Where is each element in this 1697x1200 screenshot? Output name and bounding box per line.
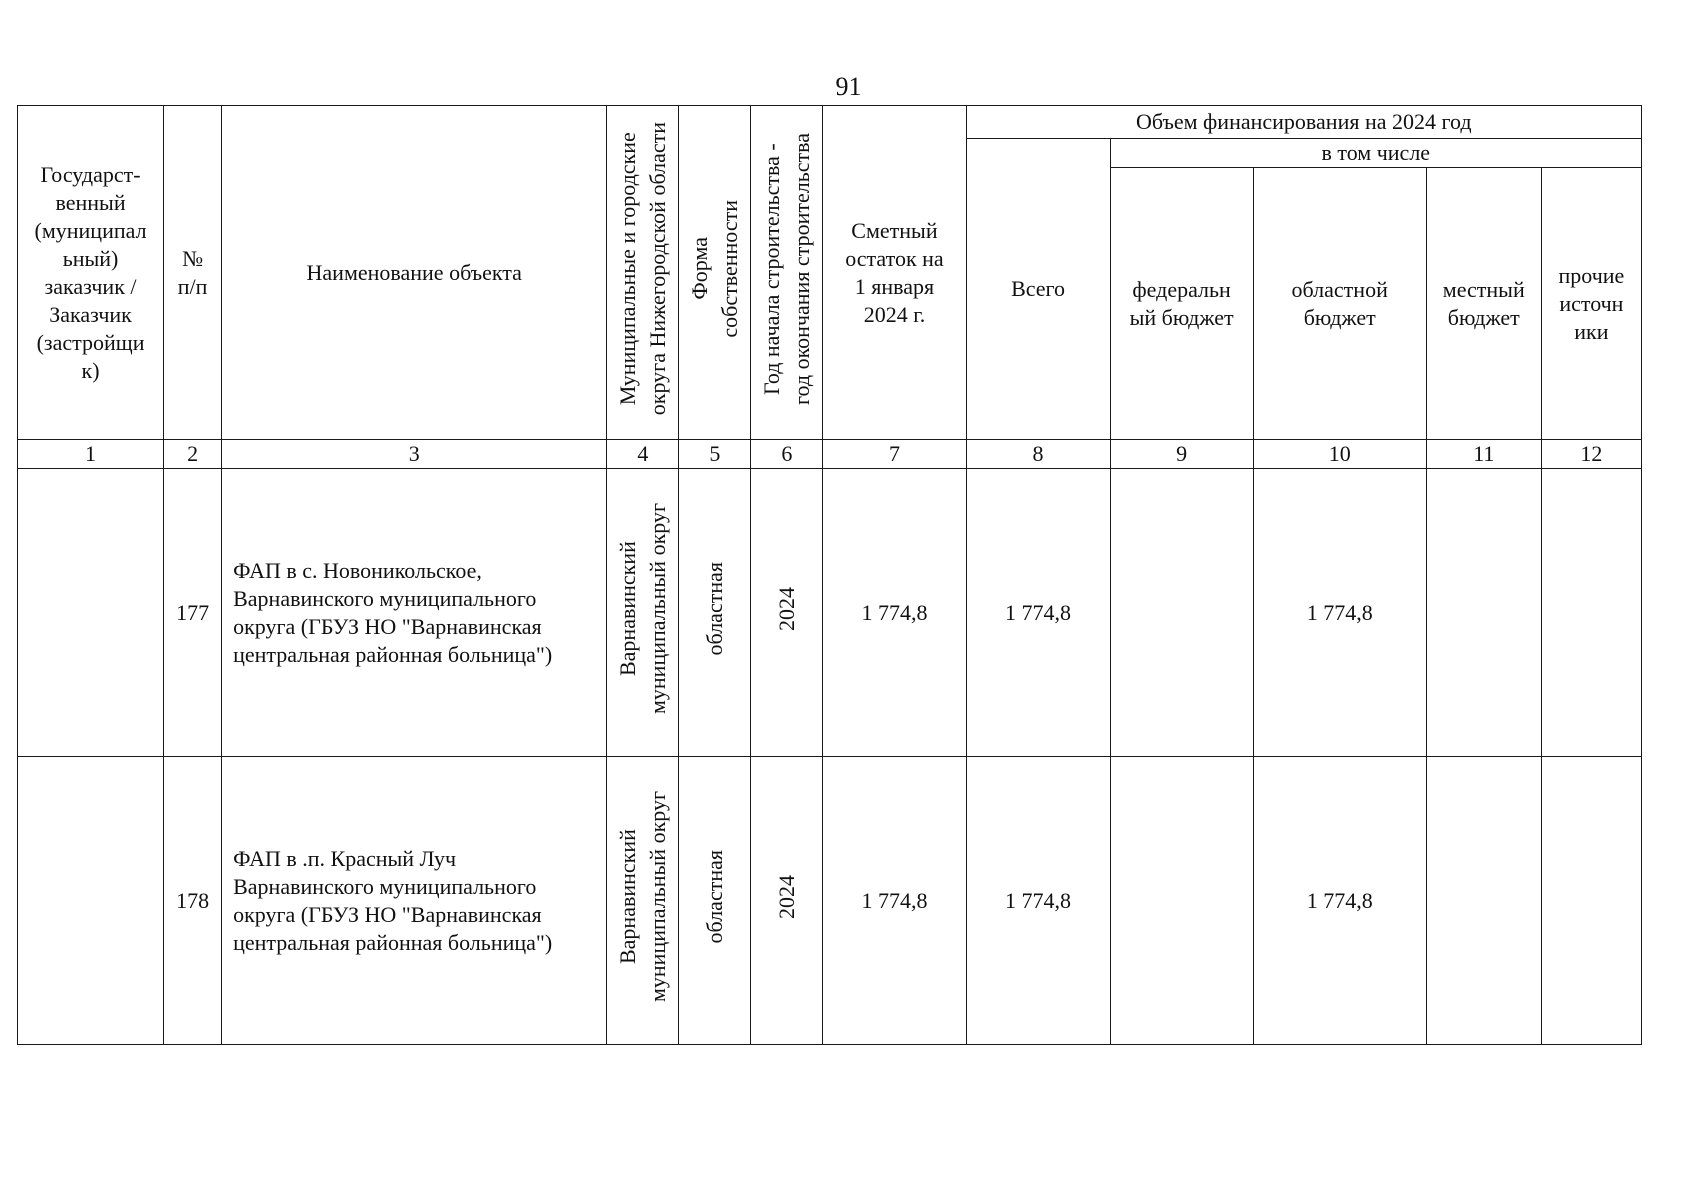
header-customer <box>18 106 164 440</box>
row-regional: 1 774,8 <box>1253 757 1426 1045</box>
table-row <box>18 469 1642 757</box>
row-total: 1 774,8 <box>966 469 1110 757</box>
column-number: 1 <box>18 440 164 469</box>
table-row <box>18 757 1642 1045</box>
row-federal <box>1110 469 1253 757</box>
row-local <box>1426 469 1541 757</box>
column-number: 12 <box>1541 440 1641 469</box>
header-other: прочие источн ики <box>1541 168 1641 440</box>
row-estimate: 1 774,8 <box>823 757 966 1045</box>
header-number: № п/п <box>164 106 222 440</box>
row-years: 2024 <box>751 469 823 757</box>
header-ownership-text: Форма собственности <box>686 200 742 338</box>
column-number: 9 <box>1110 440 1253 469</box>
row-municipal-text: Варнавинский муниципальный округ <box>614 791 670 1003</box>
header-object-name: Наименование объекта <box>222 106 607 440</box>
column-number: 5 <box>679 440 751 469</box>
column-number: 3 <box>222 440 607 469</box>
column-number: 4 <box>607 440 679 469</box>
row-municipal <box>607 469 679 757</box>
row-regional: 1 774,8 <box>1253 469 1426 757</box>
row-other <box>1541 757 1641 1045</box>
column-number-row <box>18 440 1642 469</box>
row-number: 177 <box>164 469 222 757</box>
financing-table <box>17 105 1642 1045</box>
header-municipal-text: Муниципальные и городские округа Нижегородской области <box>614 122 670 416</box>
header-federal: федеральн ый бюджет <box>1110 168 1253 440</box>
row-number: 178 <box>164 757 222 1045</box>
page-number: 91 <box>835 72 862 101</box>
header-estimate: Сметный остаток на 1 января 2024 г. <box>823 106 966 440</box>
header-funding: Объем финансирования на 2024 год <box>966 106 1642 139</box>
row-object-name: ФАП в .п. Красный Луч Варнавинского муниципального округа (ГБУЗ НО "Варнавинская центральная районная больница") <box>222 757 607 1045</box>
header-ownership <box>679 106 751 440</box>
header-regional: областной бюджет <box>1253 168 1426 440</box>
row-estimate: 1 774,8 <box>823 469 966 757</box>
column-number: 6 <box>751 440 823 469</box>
row-ownership: областная <box>679 469 751 757</box>
column-number: 7 <box>823 440 966 469</box>
header-including: в том числе <box>1110 139 1641 168</box>
row-local <box>1426 757 1541 1045</box>
column-number: 10 <box>1253 440 1426 469</box>
row-municipal-text: Варнавинский муниципальный округ <box>614 503 670 715</box>
row-other <box>1541 469 1641 757</box>
row-customer <box>18 757 164 1045</box>
column-number: 11 <box>1426 440 1541 469</box>
header-customer-text: Государст- венный (муниципал ьный) заказчик / Заказчик (застройщи к) <box>34 161 147 383</box>
row-municipal <box>607 757 679 1045</box>
row-total: 1 774,8 <box>966 757 1110 1045</box>
row-years: 2024 <box>751 757 823 1045</box>
row-customer <box>18 469 164 757</box>
column-number: 2 <box>164 440 222 469</box>
row-object-name: ФАП в с. Новоникольское, Варнавинского муниципального округа (ГБУЗ НО "Варнавинская центральная районная больница") <box>222 469 607 757</box>
column-number: 8 <box>966 440 1110 469</box>
header-years-text: Год начала строительства - год окончания строительства <box>758 133 814 405</box>
header-local: местный бюджет <box>1426 168 1541 440</box>
header-municipal <box>607 106 679 440</box>
row-federal <box>1110 757 1253 1045</box>
header-years <box>751 106 823 440</box>
header-total: Всего <box>966 139 1110 440</box>
row-ownership: областная <box>679 757 751 1045</box>
